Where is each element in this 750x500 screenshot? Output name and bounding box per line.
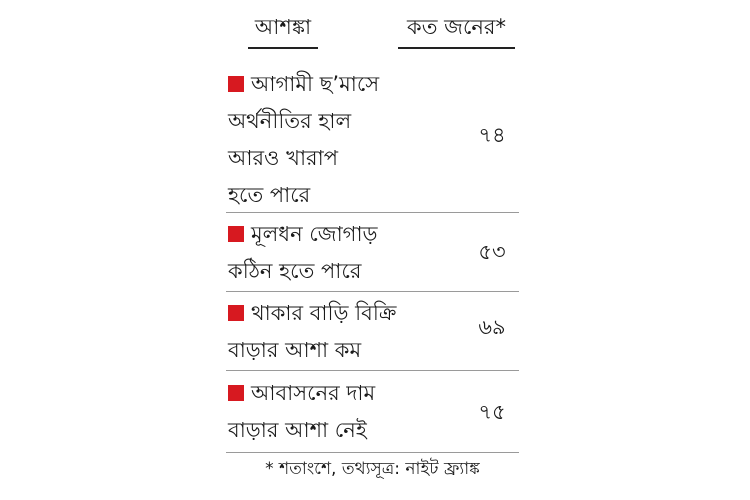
row-line: হতে পারে (228, 183, 311, 207)
row-concern-text (228, 375, 458, 449)
row-line: অর্থনীতির হাল (228, 109, 352, 133)
table-row (226, 292, 519, 371)
row-line: মূলধন জোগাড় (251, 222, 378, 246)
count-column-header (398, 10, 515, 44)
row-line: আরও খারাপ (228, 146, 338, 170)
concern-header-label: আশঙ্কা (254, 15, 312, 39)
row-value: ৭৫ (478, 400, 506, 424)
row-value: ৬৯ (478, 315, 506, 339)
table-row (226, 62, 519, 213)
red-square-bullet-icon (228, 305, 244, 321)
row-concern-text (228, 66, 458, 214)
table-row (226, 213, 519, 292)
row-line: কঠিন হতে পারে (228, 259, 362, 283)
row-line: আগামী ছ’মাসে (251, 72, 380, 96)
row-concern-text (228, 216, 458, 290)
row-concern-text (228, 295, 458, 369)
row-value: ৭৪ (478, 123, 506, 147)
concern-header-underline (248, 47, 318, 49)
count-header-label: কত জনের* (407, 15, 506, 39)
row-value: ৫৩ (478, 240, 506, 264)
red-square-bullet-icon (228, 76, 244, 92)
red-square-bullet-icon (228, 385, 244, 401)
concern-column-header (248, 10, 318, 44)
count-header-underline (398, 47, 515, 49)
row-line: বাড়ার আশা কম (228, 338, 362, 362)
red-square-bullet-icon (228, 226, 244, 242)
survey-table (226, 0, 519, 500)
table-row (226, 371, 519, 453)
row-line: থাকার বাড়ি বিক্রি (251, 301, 397, 325)
table-header (226, 10, 519, 54)
source-footnote: * শতাংশে, তথ্যসূত্র: নাইট ফ্র্যাঙ্ক (265, 459, 480, 479)
row-line: আবাসনের দাম (251, 381, 376, 405)
row-line: বাড়ার আশা নেই (228, 418, 367, 442)
